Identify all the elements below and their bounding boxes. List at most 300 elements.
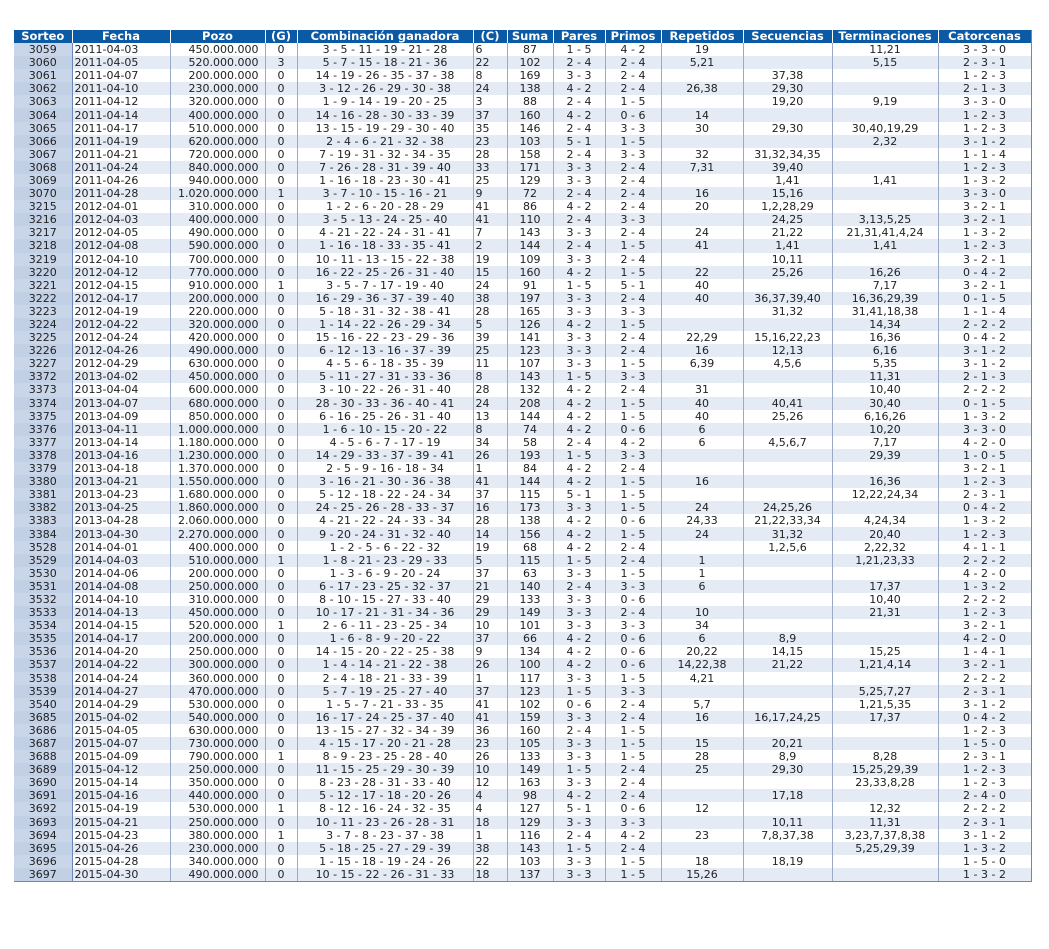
cell-pozo: 200.000.000: [170, 632, 265, 645]
cell-c: 37: [473, 488, 507, 501]
table-row[interactable]: [14, 829, 1031, 842]
cell-pozo: 2.060.000.000: [170, 514, 265, 527]
cell-combinacion: 2 - 4 - 6 - 21 - 32 - 38: [297, 135, 473, 148]
cell-combinacion: 16 - 17 - 24 - 25 - 37 - 40: [297, 711, 473, 724]
cell-primos: 2 - 4: [605, 776, 661, 789]
cell-catorcenas: 1 - 4 - 1: [938, 645, 1031, 658]
table-row[interactable]: [14, 763, 1031, 776]
cell-catorcenas: 2 - 2 - 2: [938, 318, 1031, 331]
cell-sorteo: 3693: [14, 816, 72, 829]
table-row[interactable]: [14, 554, 1031, 567]
cell-repetidos: 6: [661, 436, 743, 449]
cell-pozo: 840.000.000: [170, 161, 265, 174]
cell-g: 0: [265, 148, 297, 161]
table-row[interactable]: [14, 645, 1031, 658]
cell-combinacion: 11 - 15 - 25 - 29 - 30 - 39: [297, 763, 473, 776]
cell-primos: 3 - 3: [605, 213, 661, 226]
cell-fecha: 2014-04-06: [72, 567, 170, 580]
cell-catorcenas: 4 - 2 - 0: [938, 632, 1031, 645]
cell-pares: 4 - 2: [553, 82, 605, 95]
cell-secuencias: 40,41: [743, 397, 832, 410]
cell-suma: 143: [507, 226, 553, 239]
cell-pozo: 250.000.000: [170, 580, 265, 593]
cell-pares: 3 - 3: [553, 776, 605, 789]
cell-catorcenas: 1 - 2 - 3: [938, 69, 1031, 82]
cell-secuencias: 31,32: [743, 527, 832, 540]
table-row[interactable]: [14, 632, 1031, 645]
cell-g: 0: [265, 855, 297, 868]
table-row[interactable]: [14, 397, 1031, 410]
cell-c: 26: [473, 449, 507, 462]
table-row[interactable]: [14, 816, 1031, 829]
cell-c: 3: [473, 95, 507, 108]
table-row[interactable]: [14, 82, 1031, 95]
cell-pozo: 540.000.000: [170, 711, 265, 724]
cell-g: 0: [265, 357, 297, 370]
cell-combinacion: 3 - 5 - 13 - 24 - 25 - 40: [297, 213, 473, 226]
cell-pozo: 490.000.000: [170, 868, 265, 882]
cell-primos: 0 - 6: [605, 802, 661, 815]
table-row[interactable]: [14, 776, 1031, 789]
cell-catorcenas: 2 - 3 - 1: [938, 488, 1031, 501]
cell-suma: 107: [507, 357, 553, 370]
cell-catorcenas: 1 - 3 - 2: [938, 580, 1031, 593]
table-row[interactable]: [14, 423, 1031, 436]
cell-combinacion: 13 - 15 - 19 - 29 - 30 - 40: [297, 122, 473, 135]
cell-g: 0: [265, 868, 297, 882]
cell-sorteo: 3372: [14, 370, 72, 383]
table-row[interactable]: [14, 135, 1031, 148]
cell-pozo: 720.000.000: [170, 148, 265, 161]
table-row[interactable]: [14, 658, 1031, 671]
table-row[interactable]: [14, 501, 1031, 514]
header-fecha[interactable]: Fecha: [72, 30, 170, 43]
table-row[interactable]: [14, 724, 1031, 737]
cell-c: 13: [473, 410, 507, 423]
cell-terminaciones: [832, 632, 938, 645]
cell-terminaciones: 1,21,4,14: [832, 658, 938, 671]
cell-c: 9: [473, 187, 507, 200]
table-row[interactable]: [14, 410, 1031, 423]
header-c[interactable]: (C): [473, 30, 507, 43]
cell-pares: 2 - 4: [553, 148, 605, 161]
cell-repetidos: [661, 174, 743, 187]
table-row[interactable]: [14, 789, 1031, 802]
cell-catorcenas: 2 - 2 - 2: [938, 383, 1031, 396]
cell-fecha: 2012-04-05: [72, 226, 170, 239]
cell-combinacion: 3 - 7 - 8 - 23 - 37 - 38: [297, 829, 473, 842]
table-row[interactable]: [14, 148, 1031, 161]
cell-pozo: 770.000.000: [170, 266, 265, 279]
header-pares[interactable]: Pares: [553, 30, 605, 43]
cell-pares: 4 - 2: [553, 541, 605, 554]
table-row[interactable]: [14, 108, 1031, 121]
table-row[interactable]: [14, 567, 1031, 580]
cell-terminaciones: 21,31,41,4,24: [832, 226, 938, 239]
cell-repetidos: [661, 593, 743, 606]
cell-suma: 144: [507, 239, 553, 252]
cell-suma: 115: [507, 488, 553, 501]
cell-suma: 68: [507, 541, 553, 554]
cell-combinacion: 1 - 2 - 6 - 20 - 28 - 29: [297, 200, 473, 213]
cell-pozo: 230.000.000: [170, 82, 265, 95]
cell-repetidos: [661, 685, 743, 698]
cell-terminaciones: 3,13,5,25: [832, 213, 938, 226]
cell-primos: 4 - 2: [605, 436, 661, 449]
cell-pozo: 360.000.000: [170, 672, 265, 685]
cell-secuencias: [743, 685, 832, 698]
cell-catorcenas: 4 - 2 - 0: [938, 567, 1031, 580]
cell-repetidos: 40: [661, 292, 743, 305]
table-row[interactable]: [14, 449, 1031, 462]
cell-combinacion: 8 - 12 - 16 - 24 - 32 - 35: [297, 802, 473, 815]
header-combinacion[interactable]: Combinación ganadora: [297, 30, 473, 43]
cell-secuencias: 16,17,24,25: [743, 711, 832, 724]
cell-suma: 102: [507, 56, 553, 69]
cell-g: 0: [265, 776, 297, 789]
table-row[interactable]: [14, 711, 1031, 724]
table-row[interactable]: [14, 344, 1031, 357]
cell-primos: 2 - 4: [605, 226, 661, 239]
cell-secuencias: [743, 698, 832, 711]
cell-terminaciones: 8,28: [832, 750, 938, 763]
cell-secuencias: 17,18: [743, 789, 832, 802]
cell-fecha: 2015-04-19: [72, 802, 170, 815]
cell-secuencias: [743, 279, 832, 292]
cell-sorteo: 3691: [14, 789, 72, 802]
table-row[interactable]: [14, 514, 1031, 527]
cell-pozo: 1.180.000.000: [170, 436, 265, 449]
table-row[interactable]: [14, 292, 1031, 305]
cell-pozo: 250.000.000: [170, 816, 265, 829]
cell-suma: 141: [507, 331, 553, 344]
cell-g: 0: [265, 266, 297, 279]
table-row[interactable]: [14, 750, 1031, 763]
cell-pozo: 450.000.000: [170, 43, 265, 56]
cell-repetidos: [661, 449, 743, 462]
cell-combinacion: 7 - 19 - 31 - 32 - 34 - 35: [297, 148, 473, 161]
cell-pares: 1 - 5: [553, 685, 605, 698]
cell-c: 38: [473, 292, 507, 305]
cell-c: 4: [473, 802, 507, 815]
table-row[interactable]: [14, 56, 1031, 69]
cell-terminaciones: 5,25,7,27: [832, 685, 938, 698]
table-row[interactable]: [14, 200, 1031, 213]
table-row[interactable]: [14, 226, 1031, 239]
cell-fecha: 2014-04-24: [72, 672, 170, 685]
cell-sorteo: 3382: [14, 501, 72, 514]
cell-pares: 5 - 1: [553, 488, 605, 501]
cell-catorcenas: 3 - 3 - 0: [938, 95, 1031, 108]
table-row[interactable]: [14, 475, 1031, 488]
cell-terminaciones: 30,40,19,29: [832, 122, 938, 135]
cell-c: 28: [473, 305, 507, 318]
cell-combinacion: 1 - 14 - 22 - 26 - 29 - 34: [297, 318, 473, 331]
cell-pozo: 440.000.000: [170, 789, 265, 802]
cell-c: 1: [473, 829, 507, 842]
table-row[interactable]: [14, 266, 1031, 279]
cell-g: 0: [265, 174, 297, 187]
cell-c: 7: [473, 226, 507, 239]
cell-suma: 193: [507, 449, 553, 462]
cell-catorcenas: 2 - 1 - 3: [938, 370, 1031, 383]
cell-secuencias: [743, 318, 832, 331]
header-primos[interactable]: Primos: [605, 30, 661, 43]
cell-repetidos: 5,21: [661, 56, 743, 69]
cell-fecha: 2012-04-03: [72, 213, 170, 226]
cell-catorcenas: 3 - 3 - 0: [938, 43, 1031, 56]
cell-suma: 110: [507, 213, 553, 226]
cell-suma: 87: [507, 43, 553, 56]
cell-pares: 3 - 3: [553, 619, 605, 632]
cell-repetidos: 10: [661, 606, 743, 619]
cell-terminaciones: [832, 672, 938, 685]
table-row[interactable]: [14, 161, 1031, 174]
cell-pares: 1 - 5: [553, 763, 605, 776]
cell-g: 0: [265, 711, 297, 724]
cell-repetidos: 19: [661, 43, 743, 56]
cell-g: 0: [265, 410, 297, 423]
cell-terminaciones: 2,22,32: [832, 541, 938, 554]
cell-suma: 58: [507, 436, 553, 449]
cell-pozo: 680.000.000: [170, 397, 265, 410]
table-row[interactable]: [14, 737, 1031, 750]
cell-terminaciones: 31,41,18,38: [832, 305, 938, 318]
cell-secuencias: 39,40: [743, 161, 832, 174]
cell-sorteo: 3540: [14, 698, 72, 711]
cell-fecha: 2012-04-19: [72, 305, 170, 318]
cell-suma: 105: [507, 737, 553, 750]
cell-c: 10: [473, 763, 507, 776]
cell-suma: 160: [507, 266, 553, 279]
cell-c: 5: [473, 318, 507, 331]
cell-sorteo: 3692: [14, 802, 72, 815]
cell-g: 0: [265, 462, 297, 475]
cell-pares: 3 - 3: [553, 253, 605, 266]
cell-pares: 4 - 2: [553, 658, 605, 671]
header-pozo[interactable]: Pozo: [170, 30, 265, 43]
cell-pares: 4 - 2: [553, 527, 605, 540]
header-g[interactable]: (G): [265, 30, 297, 43]
cell-fecha: 2011-04-07: [72, 69, 170, 82]
cell-pares: 4 - 2: [553, 397, 605, 410]
cell-pares: 4 - 2: [553, 514, 605, 527]
table-row[interactable]: [14, 318, 1031, 331]
cell-secuencias: 21,22,33,34: [743, 514, 832, 527]
cell-primos: 3 - 3: [605, 816, 661, 829]
cell-g: 1: [265, 187, 297, 200]
table-row[interactable]: [14, 606, 1031, 619]
cell-fecha: 2012-04-10: [72, 253, 170, 266]
cell-suma: 100: [507, 658, 553, 671]
cell-terminaciones: [832, 855, 938, 868]
cell-secuencias: [743, 475, 832, 488]
cell-fecha: 2014-04-08: [72, 580, 170, 593]
cell-combinacion: 1 - 16 - 18 - 33 - 35 - 41: [297, 239, 473, 252]
table-row[interactable]: [14, 619, 1031, 632]
cell-terminaciones: 11,31: [832, 816, 938, 829]
cell-fecha: 2011-04-14: [72, 108, 170, 121]
cell-catorcenas: 1 - 3 - 2: [938, 174, 1031, 187]
cell-combinacion: 24 - 25 - 26 - 28 - 33 - 37: [297, 501, 473, 514]
cell-fecha: 2014-04-01: [72, 541, 170, 554]
cell-suma: 197: [507, 292, 553, 305]
cell-terminaciones: 1,41: [832, 239, 938, 252]
cell-repetidos: [661, 135, 743, 148]
header-terminaciones[interactable]: Terminaciones: [832, 30, 938, 43]
cell-fecha: 2015-04-05: [72, 724, 170, 737]
cell-secuencias: 24,25,26: [743, 501, 832, 514]
header-suma[interactable]: Suma: [507, 30, 553, 43]
cell-fecha: 2011-04-19: [72, 135, 170, 148]
table-row[interactable]: [14, 279, 1031, 292]
cell-fecha: 2011-04-12: [72, 95, 170, 108]
cell-fecha: 2014-04-13: [72, 606, 170, 619]
cell-terminaciones: 23,33,8,28: [832, 776, 938, 789]
table-row[interactable]: [14, 842, 1031, 855]
table-row[interactable]: [14, 868, 1031, 882]
lottery-results-table-container: [14, 30, 1032, 882]
table-row[interactable]: [14, 95, 1031, 108]
cell-primos: 3 - 3: [605, 370, 661, 383]
cell-primos: 2 - 4: [605, 606, 661, 619]
cell-fecha: 2013-04-21: [72, 475, 170, 488]
table-row[interactable]: [14, 213, 1031, 226]
cell-combinacion: 1 - 16 - 18 - 23 - 30 - 41: [297, 174, 473, 187]
cell-catorcenas: 3 - 1 - 2: [938, 357, 1031, 370]
cell-sorteo: 3061: [14, 69, 72, 82]
table-row[interactable]: [14, 593, 1031, 606]
table-row[interactable]: [14, 855, 1031, 868]
cell-catorcenas: 1 - 1 - 4: [938, 148, 1031, 161]
cell-combinacion: 10 - 11 - 23 - 26 - 28 - 31: [297, 816, 473, 829]
table-row[interactable]: [14, 331, 1031, 344]
cell-combinacion: 8 - 9 - 23 - 25 - 28 - 40: [297, 750, 473, 763]
cell-g: 0: [265, 226, 297, 239]
cell-repetidos: 22: [661, 266, 743, 279]
table-row[interactable]: [14, 122, 1031, 135]
cell-primos: 2 - 4: [605, 200, 661, 213]
cell-catorcenas: 3 - 2 - 1: [938, 200, 1031, 213]
header-repetidos[interactable]: Repetidos: [661, 30, 743, 43]
cell-c: 8: [473, 423, 507, 436]
cell-secuencias: [743, 868, 832, 882]
table-row[interactable]: [14, 685, 1031, 698]
cell-secuencias: 24,25: [743, 213, 832, 226]
table-row[interactable]: [14, 541, 1031, 554]
cell-repetidos: 23: [661, 829, 743, 842]
table-row[interactable]: [14, 187, 1031, 200]
cell-primos: 2 - 4: [605, 711, 661, 724]
table-row[interactable]: [14, 43, 1031, 56]
cell-sorteo: 3686: [14, 724, 72, 737]
table-row[interactable]: [14, 527, 1031, 540]
cell-sorteo: 3535: [14, 632, 72, 645]
cell-pozo: 520.000.000: [170, 619, 265, 632]
cell-pares: 0 - 6: [553, 698, 605, 711]
cell-pares: 1 - 5: [553, 43, 605, 56]
table-row[interactable]: [14, 802, 1031, 815]
cell-fecha: 2012-04-29: [72, 357, 170, 370]
table-row[interactable]: [14, 383, 1031, 396]
header-catorcenas[interactable]: Catorcenas: [938, 30, 1031, 43]
cell-primos: 1 - 5: [605, 750, 661, 763]
cell-pozo: 250.000.000: [170, 763, 265, 776]
cell-g: 0: [265, 383, 297, 396]
cell-fecha: 2013-04-04: [72, 383, 170, 396]
cell-pares: 2 - 4: [553, 239, 605, 252]
cell-catorcenas: 0 - 4 - 2: [938, 711, 1031, 724]
table-row[interactable]: [14, 370, 1031, 383]
cell-primos: 1 - 5: [605, 239, 661, 252]
table-row[interactable]: [14, 580, 1031, 593]
header-sorteo[interactable]: Sorteo: [14, 30, 72, 43]
table-row[interactable]: [14, 488, 1031, 501]
cell-sorteo: 3688: [14, 750, 72, 763]
cell-suma: 149: [507, 606, 553, 619]
cell-sorteo: 3379: [14, 462, 72, 475]
cell-fecha: 2014-04-10: [72, 593, 170, 606]
cell-secuencias: 10,11: [743, 253, 832, 266]
cell-primos: 2 - 4: [605, 789, 661, 802]
cell-pares: 3 - 3: [553, 344, 605, 357]
table-row[interactable]: [14, 672, 1031, 685]
cell-catorcenas: 1 - 1 - 4: [938, 305, 1031, 318]
table-row[interactable]: [14, 174, 1031, 187]
cell-combinacion: 1 - 6 - 10 - 15 - 20 - 22: [297, 423, 473, 436]
cell-combinacion: 14 - 16 - 28 - 30 - 33 - 39: [297, 108, 473, 121]
cell-g: 1: [265, 279, 297, 292]
cell-secuencias: [743, 449, 832, 462]
cell-suma: 123: [507, 685, 553, 698]
table-row[interactable]: [14, 436, 1031, 449]
cell-sorteo: 3220: [14, 266, 72, 279]
table-row[interactable]: [14, 462, 1031, 475]
cell-sorteo: 3221: [14, 279, 72, 292]
table-row[interactable]: [14, 698, 1031, 711]
cell-repetidos: 1: [661, 567, 743, 580]
table-row[interactable]: [14, 69, 1031, 82]
cell-combinacion: 28 - 30 - 33 - 36 - 40 - 41: [297, 397, 473, 410]
cell-combinacion: 5 - 18 - 25 - 27 - 29 - 39: [297, 842, 473, 855]
table-row[interactable]: [14, 357, 1031, 370]
cell-combinacion: 2 - 6 - 11 - 23 - 25 - 34: [297, 619, 473, 632]
cell-sorteo: 3059: [14, 43, 72, 56]
cell-primos: 2 - 4: [605, 82, 661, 95]
cell-catorcenas: 1 - 3 - 2: [938, 226, 1031, 239]
table-row[interactable]: [14, 239, 1031, 252]
table-row[interactable]: [14, 253, 1031, 266]
cell-pozo: 1.230.000.000: [170, 449, 265, 462]
cell-combinacion: 6 - 17 - 23 - 25 - 32 - 37: [297, 580, 473, 593]
cell-pares: 4 - 2: [553, 632, 605, 645]
table-row[interactable]: [14, 305, 1031, 318]
cell-pares: 3 - 3: [553, 593, 605, 606]
cell-catorcenas: 0 - 1 - 5: [938, 292, 1031, 305]
cell-secuencias: 19,20: [743, 95, 832, 108]
cell-c: 41: [473, 475, 507, 488]
cell-pozo: 730.000.000: [170, 737, 265, 750]
cell-pozo: 510.000.000: [170, 554, 265, 567]
cell-suma: 208: [507, 397, 553, 410]
cell-catorcenas: 2 - 3 - 1: [938, 816, 1031, 829]
cell-repetidos: [661, 462, 743, 475]
cell-sorteo: 3217: [14, 226, 72, 239]
cell-sorteo: 3374: [14, 397, 72, 410]
header-secuencias[interactable]: Secuencias: [743, 30, 832, 43]
cell-catorcenas: 2 - 3 - 1: [938, 685, 1031, 698]
cell-fecha: 2013-04-25: [72, 501, 170, 514]
